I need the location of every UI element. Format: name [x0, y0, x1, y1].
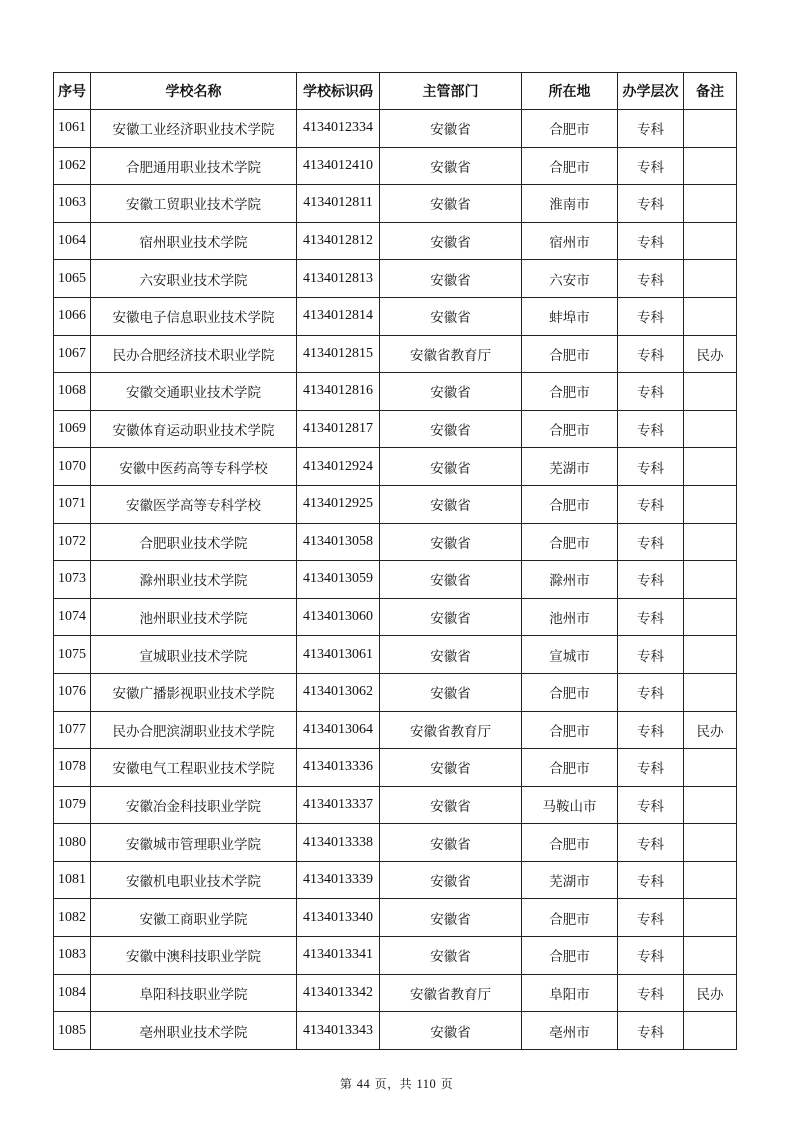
header-remark: 备注 — [684, 73, 737, 110]
cell-school-code: 4134013341 — [297, 937, 380, 975]
cell-index: 1061 — [54, 110, 91, 148]
table-row — [54, 899, 737, 937]
cell-authority: 安徽省 — [380, 561, 522, 599]
school-table — [53, 72, 737, 1050]
cell-level: 专科 — [618, 485, 684, 523]
cell-school-name: 安徽工贸职业技术学院 — [91, 185, 297, 223]
cell-location: 宿州市 — [522, 222, 618, 260]
table-row — [54, 448, 737, 486]
cell-remark — [684, 861, 737, 899]
cell-level: 专科 — [618, 1012, 684, 1050]
cell-index: 1065 — [54, 260, 91, 298]
cell-location: 合肥市 — [522, 523, 618, 561]
cell-authority: 安徽省 — [380, 824, 522, 862]
cell-authority: 安徽省 — [380, 485, 522, 523]
cell-authority: 安徽省 — [380, 260, 522, 298]
cell-remark — [684, 410, 737, 448]
cell-remark — [684, 260, 737, 298]
table-row — [54, 260, 737, 298]
cell-remark — [684, 185, 737, 223]
table-row — [54, 1012, 737, 1050]
cell-location: 合肥市 — [522, 485, 618, 523]
cell-remark — [684, 147, 737, 185]
cell-authority: 安徽省 — [380, 185, 522, 223]
cell-school-code: 4134012815 — [297, 335, 380, 373]
cell-authority: 安徽省教育厅 — [380, 974, 522, 1012]
cell-school-code: 4134012410 — [297, 147, 380, 185]
cell-level: 专科 — [618, 410, 684, 448]
table-row — [54, 222, 737, 260]
footer-page-number: 44 — [356, 1077, 371, 1091]
cell-authority: 安徽省 — [380, 1012, 522, 1050]
cell-remark — [684, 937, 737, 975]
cell-level: 专科 — [618, 711, 684, 749]
cell-level: 专科 — [618, 861, 684, 899]
cell-authority: 安徽省 — [380, 448, 522, 486]
cell-school-name: 安徽中澳科技职业学院 — [91, 937, 297, 975]
cell-school-code: 4134013336 — [297, 749, 380, 787]
cell-location: 滁州市 — [522, 561, 618, 599]
cell-authority: 安徽省 — [380, 297, 522, 335]
cell-authority: 安徽省教育厅 — [380, 335, 522, 373]
cell-location: 合肥市 — [522, 410, 618, 448]
cell-index: 1081 — [54, 861, 91, 899]
cell-remark — [684, 222, 737, 260]
cell-level: 专科 — [618, 937, 684, 975]
cell-remark: 民办 — [684, 711, 737, 749]
cell-school-name: 合肥职业技术学院 — [91, 523, 297, 561]
table-row — [54, 974, 737, 1012]
cell-school-name: 安徽交通职业技术学院 — [91, 373, 297, 411]
cell-authority: 安徽省 — [380, 598, 522, 636]
cell-remark — [684, 749, 737, 787]
cell-authority: 安徽省 — [380, 373, 522, 411]
table-row — [54, 937, 737, 975]
cell-level: 专科 — [618, 786, 684, 824]
cell-location: 合肥市 — [522, 373, 618, 411]
table-row — [54, 636, 737, 674]
cell-level: 专科 — [618, 335, 684, 373]
table-row — [54, 297, 737, 335]
cell-location: 合肥市 — [522, 899, 618, 937]
cell-remark — [684, 448, 737, 486]
cell-level: 专科 — [618, 749, 684, 787]
cell-authority: 安徽省教育厅 — [380, 711, 522, 749]
cell-school-code: 4134012334 — [297, 110, 380, 148]
cell-location: 芜湖市 — [522, 448, 618, 486]
cell-school-name: 民办合肥经济技术职业学院 — [91, 335, 297, 373]
cell-remark — [684, 673, 737, 711]
cell-school-code: 4134012817 — [297, 410, 380, 448]
cell-authority: 安徽省 — [380, 523, 522, 561]
table-row — [54, 485, 737, 523]
cell-authority: 安徽省 — [380, 147, 522, 185]
cell-school-name: 安徽工商职业学院 — [91, 899, 297, 937]
cell-location: 阜阳市 — [522, 974, 618, 1012]
cell-index: 1064 — [54, 222, 91, 260]
cell-school-name: 宿州职业技术学院 — [91, 222, 297, 260]
cell-index: 1083 — [54, 937, 91, 975]
cell-location: 六安市 — [522, 260, 618, 298]
cell-level: 专科 — [618, 222, 684, 260]
cell-school-code: 4134013060 — [297, 598, 380, 636]
cell-school-name: 安徽工业经济职业技术学院 — [91, 110, 297, 148]
cell-school-name: 安徽机电职业技术学院 — [91, 861, 297, 899]
cell-index: 1063 — [54, 185, 91, 223]
cell-remark — [684, 824, 737, 862]
cell-school-name: 安徽中医药高等专科学校 — [91, 448, 297, 486]
cell-remark — [684, 598, 737, 636]
cell-index: 1072 — [54, 523, 91, 561]
cell-index: 1084 — [54, 974, 91, 1012]
cell-authority: 安徽省 — [380, 937, 522, 975]
cell-location: 合肥市 — [522, 673, 618, 711]
table-row — [54, 410, 737, 448]
cell-index: 1070 — [54, 448, 91, 486]
cell-level: 专科 — [618, 523, 684, 561]
cell-index: 1079 — [54, 786, 91, 824]
cell-index: 1082 — [54, 899, 91, 937]
cell-level: 专科 — [618, 673, 684, 711]
cell-level: 专科 — [618, 373, 684, 411]
cell-location: 池州市 — [522, 598, 618, 636]
cell-school-name: 安徽电子信息职业技术学院 — [91, 297, 297, 335]
cell-location: 宣城市 — [522, 636, 618, 674]
cell-remark — [684, 523, 737, 561]
cell-index: 1074 — [54, 598, 91, 636]
cell-level: 专科 — [618, 147, 684, 185]
cell-level: 专科 — [618, 974, 684, 1012]
cell-school-code: 4134012816 — [297, 373, 380, 411]
cell-authority: 安徽省 — [380, 110, 522, 148]
cell-level: 专科 — [618, 448, 684, 486]
cell-school-code: 4134013058 — [297, 523, 380, 561]
table-row — [54, 711, 737, 749]
cell-location: 合肥市 — [522, 335, 618, 373]
cell-index: 1077 — [54, 711, 91, 749]
cell-location: 蚌埠市 — [522, 297, 618, 335]
footer-prefix: 第 — [339, 1077, 353, 1091]
header-authority: 主管部门 — [380, 73, 522, 110]
cell-level: 专科 — [618, 185, 684, 223]
table-row — [54, 598, 737, 636]
table-header-row — [54, 73, 737, 110]
cell-remark — [684, 1012, 737, 1050]
cell-authority: 安徽省 — [380, 861, 522, 899]
cell-remark — [684, 297, 737, 335]
cell-index: 1067 — [54, 335, 91, 373]
cell-location: 合肥市 — [522, 147, 618, 185]
cell-school-name: 亳州职业技术学院 — [91, 1012, 297, 1050]
footer-total-pages: 110 — [416, 1077, 437, 1091]
cell-school-name: 池州职业技术学院 — [91, 598, 297, 636]
cell-school-code: 4134013059 — [297, 561, 380, 599]
table-row — [54, 861, 737, 899]
cell-remark: 民办 — [684, 974, 737, 1012]
cell-school-code: 4134012924 — [297, 448, 380, 486]
cell-school-name: 民办合肥滨湖职业技术学院 — [91, 711, 297, 749]
cell-remark — [684, 373, 737, 411]
cell-school-code: 4134013339 — [297, 861, 380, 899]
cell-authority: 安徽省 — [380, 899, 522, 937]
page-footer — [0, 1075, 793, 1092]
table-row — [54, 185, 737, 223]
table-row — [54, 335, 737, 373]
cell-remark — [684, 899, 737, 937]
cell-remark — [684, 786, 737, 824]
cell-level: 专科 — [618, 110, 684, 148]
cell-level: 专科 — [618, 297, 684, 335]
cell-school-code: 4134012925 — [297, 485, 380, 523]
cell-index: 1085 — [54, 1012, 91, 1050]
cell-school-code: 4134013337 — [297, 786, 380, 824]
cell-location: 合肥市 — [522, 824, 618, 862]
cell-location: 马鞍山市 — [522, 786, 618, 824]
cell-index: 1069 — [54, 410, 91, 448]
table-row — [54, 673, 737, 711]
header-level: 办学层次 — [618, 73, 684, 110]
cell-school-code: 4134013061 — [297, 636, 380, 674]
cell-authority: 安徽省 — [380, 410, 522, 448]
cell-level: 专科 — [618, 260, 684, 298]
cell-school-name: 宣城职业技术学院 — [91, 636, 297, 674]
cell-index: 1078 — [54, 749, 91, 787]
cell-remark — [684, 561, 737, 599]
cell-school-name: 安徽体育运动职业技术学院 — [91, 410, 297, 448]
cell-level: 专科 — [618, 598, 684, 636]
cell-index: 1076 — [54, 673, 91, 711]
cell-location: 芜湖市 — [522, 861, 618, 899]
cell-index: 1075 — [54, 636, 91, 674]
cell-authority: 安徽省 — [380, 749, 522, 787]
cell-school-code: 4134012811 — [297, 185, 380, 223]
cell-authority: 安徽省 — [380, 786, 522, 824]
cell-authority: 安徽省 — [380, 636, 522, 674]
cell-school-code: 4134012813 — [297, 260, 380, 298]
cell-remark — [684, 485, 737, 523]
footer-middle: 页，共 — [374, 1077, 413, 1091]
cell-school-name: 安徽医学高等专科学校 — [91, 485, 297, 523]
cell-level: 专科 — [618, 899, 684, 937]
cell-school-name: 安徽电气工程职业技术学院 — [91, 749, 297, 787]
table-row — [54, 523, 737, 561]
table-row — [54, 786, 737, 824]
cell-location: 合肥市 — [522, 937, 618, 975]
cell-remark — [684, 636, 737, 674]
cell-level: 专科 — [618, 561, 684, 599]
cell-location: 亳州市 — [522, 1012, 618, 1050]
table-body — [54, 110, 737, 1050]
cell-authority: 安徽省 — [380, 673, 522, 711]
cell-remark: 民办 — [684, 335, 737, 373]
cell-school-code: 4134012814 — [297, 297, 380, 335]
table-row — [54, 561, 737, 599]
cell-authority: 安徽省 — [380, 222, 522, 260]
header-school-code: 学校标识码 — [297, 73, 380, 110]
header-school-name: 学校名称 — [91, 73, 297, 110]
cell-school-name: 安徽冶金科技职业学院 — [91, 786, 297, 824]
cell-school-code: 4134013340 — [297, 899, 380, 937]
cell-school-name: 滁州职业技术学院 — [91, 561, 297, 599]
cell-school-code: 4134013062 — [297, 673, 380, 711]
cell-school-name: 六安职业技术学院 — [91, 260, 297, 298]
table-row — [54, 749, 737, 787]
table-row — [54, 824, 737, 862]
cell-location: 合肥市 — [522, 110, 618, 148]
cell-school-name: 安徽广播影视职业技术学院 — [91, 673, 297, 711]
cell-index: 1066 — [54, 297, 91, 335]
cell-location: 合肥市 — [522, 749, 618, 787]
table-row — [54, 373, 737, 411]
cell-school-name: 阜阳科技职业学院 — [91, 974, 297, 1012]
cell-school-code: 4134013342 — [297, 974, 380, 1012]
table-row — [54, 147, 737, 185]
cell-school-code: 4134012812 — [297, 222, 380, 260]
cell-school-name: 安徽城市管理职业学院 — [91, 824, 297, 862]
cell-index: 1068 — [54, 373, 91, 411]
header-location: 所在地 — [522, 73, 618, 110]
cell-index: 1071 — [54, 485, 91, 523]
cell-school-code: 4134013338 — [297, 824, 380, 862]
cell-school-code: 4134013343 — [297, 1012, 380, 1050]
cell-index: 1080 — [54, 824, 91, 862]
cell-location: 合肥市 — [522, 711, 618, 749]
cell-level: 专科 — [618, 636, 684, 674]
footer-suffix: 页 — [440, 1077, 454, 1091]
cell-index: 1073 — [54, 561, 91, 599]
cell-school-name: 合肥通用职业技术学院 — [91, 147, 297, 185]
cell-location: 淮南市 — [522, 185, 618, 223]
table-row — [54, 110, 737, 148]
cell-index: 1062 — [54, 147, 91, 185]
cell-level: 专科 — [618, 824, 684, 862]
header-index: 序号 — [54, 73, 91, 110]
cell-remark — [684, 110, 737, 148]
cell-school-code: 4134013064 — [297, 711, 380, 749]
